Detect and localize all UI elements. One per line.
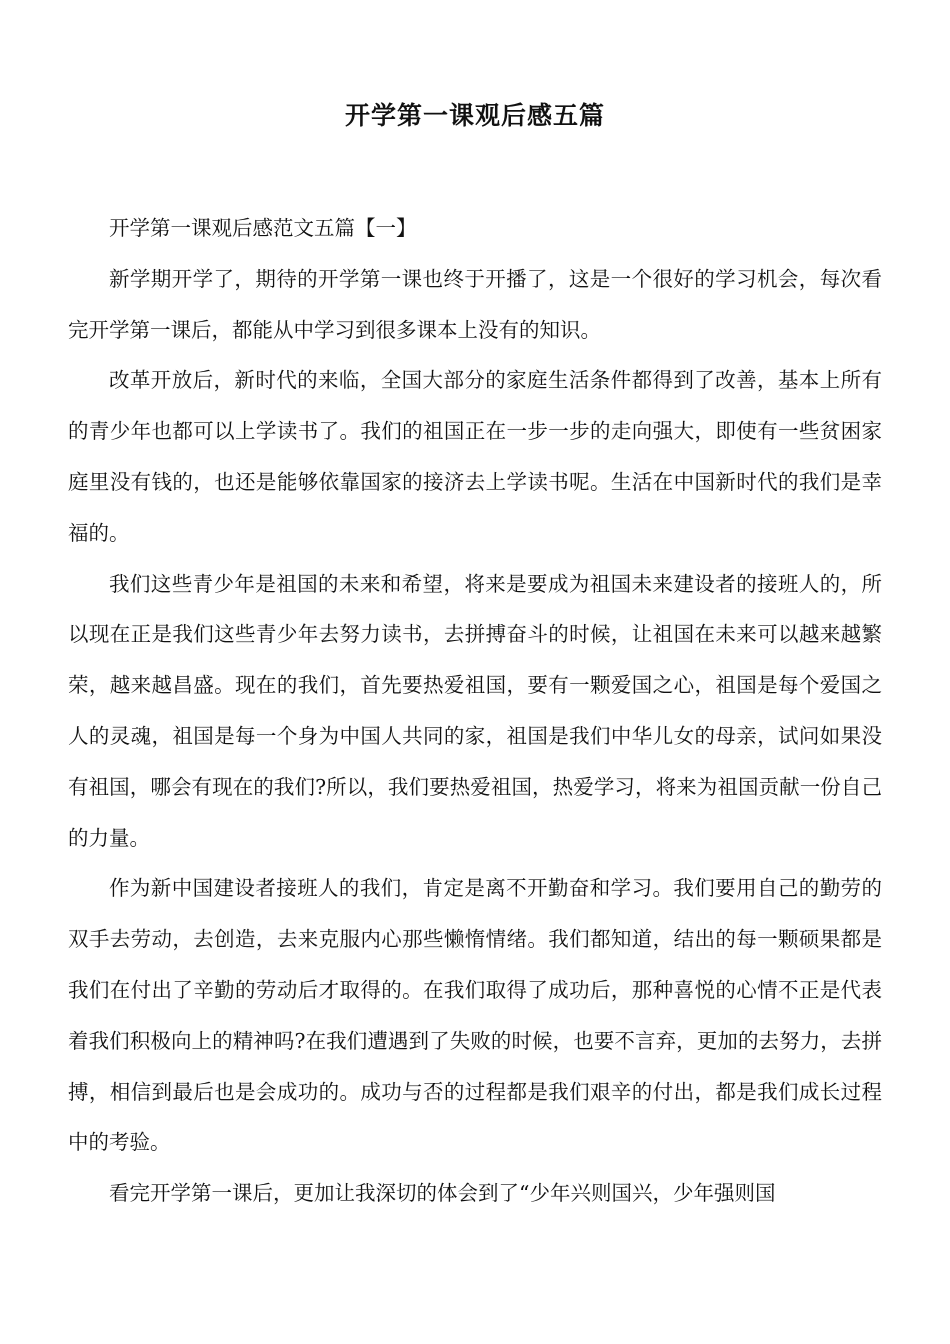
section-heading: 开学第一课观后感范文五篇【一】 xyxy=(109,216,417,240)
document-body xyxy=(68,203,882,1219)
paragraph: 我们这些青少年是祖国的未来和希望，将来是要成为祖国未来建设者的接班人的，所以现在正是我们这些青少年去努力读书，去拼搏奋斗的时候，让祖国在未来可以越来越繁荣，越来越昌盛。现在的我们，首先要热爱祖国，要有一颗爱国之心，祖国是每个爱国之人的灵魂，祖国是每一个身为中国人共同的家，祖国是我们中华儿女的母亲，试问如果没有祖国，哪会有现在的我们?所以，我们要热爱祖国，热爱学习，将来为祖国贡献一份自己的力量。 xyxy=(68,571,882,850)
paragraph: 作为新中国建设者接班人的我们，肯定是离不开勤奋和学习。我们要用自己的勤劳的双手去劳动，去创造，去来克服内心那些懒惰情绪。我们都知道，结出的每一颗硕果都是我们在付出了辛勤的劳动后才取得的。在我们取得了成功后，那种喜悦的心情不正是代表着我们积极向上的精神吗?在我们遭遇到了失败的时候，也要不言弃，更加的去努力，去拼搏，相信到最后也是会成功的。成功与否的过程都是我们艰辛的付出，都是我们成长过程中的考验。 xyxy=(68,876,882,1155)
paragraph: 改革开放后，新时代的来临，全国大部分的家庭生活条件都得到了改善，基本上所有的青少年也都可以上学读书了。我们的祖国正在一步一步的走向强大，即使有一些贫困家庭里没有钱的，也还是能够依靠国家的接济去上学读书呢。生活在中国新时代的我们是幸福的。 xyxy=(68,368,882,545)
paragraph: 新学期开学了，期待的开学第一课也终于开播了，这是一个很好的学习机会，每次看完开学第一课后，都能从中学习到很多课本上没有的知识。 xyxy=(68,266,882,342)
document-title: 开学第一课观后感五篇 xyxy=(344,101,605,130)
paragraph: 看完开学第一课后，更加让我深切的体会到了“少年兴则国兴，少年强则国 xyxy=(109,1181,776,1206)
